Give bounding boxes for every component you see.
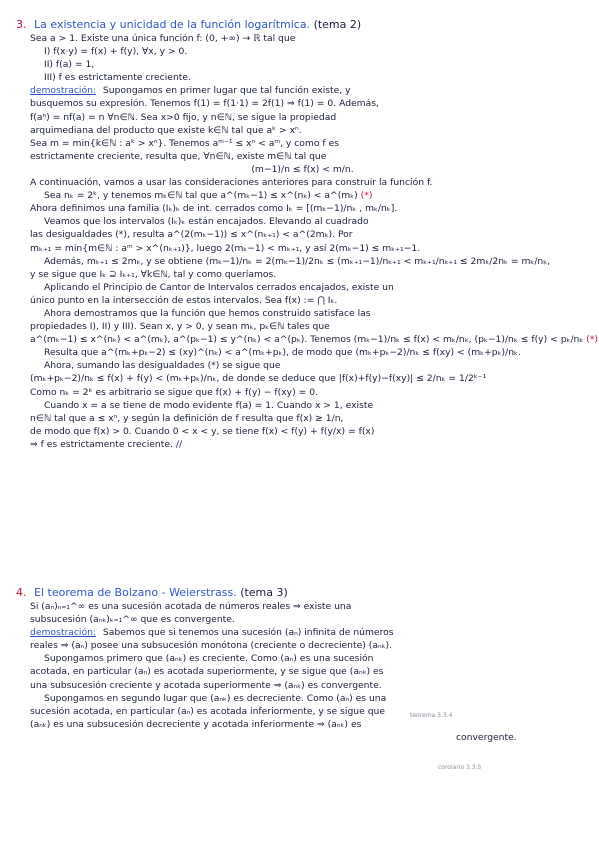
demo-first: Sabemos que si tenemos una sucesión (aₙ) infinita de números	[102, 627, 394, 639]
property-1: I) f(x·y) = f(x) + f(y), ∀x, y > 0.	[44, 46, 188, 58]
proof-line: Sea m = min{k∈ℕ : aᵏ > xⁿ}. Tenemos aᵐ⁻¹ ≤ xⁿ < aᵐ, y como f es	[30, 137, 340, 149]
proof-line: (aₙₖ) es una subsucesión decreciente y acotada inferiormente ⇒ (aₙₖ) es	[30, 718, 362, 730]
section-4-number: 4.	[16, 586, 27, 599]
section-4	[16, 586, 589, 744]
proof-line: Ahora, sumando las desigualdades (*) se sigue que	[44, 360, 281, 372]
proof-line: (mₖ+pₖ−2)/nₖ ≤ f(x) + f(y) < (mₖ+pₖ)/nₖ, de donde se deduce que |f(x)+f(y)−f(xy)| ≤ 2/nₖ = 1/2ᵏ⁻¹	[30, 373, 487, 385]
proof-line: arquimediana del producto que existe k∈ℕ tal que aᵏ > xⁿ.	[30, 124, 302, 136]
margin-note: teorema 3.3.4	[410, 712, 453, 719]
proof-line: y se sigue que Iₖ ⊇ Iₖ₊₁, ∀k∈ℕ, tal y como queríamos.	[30, 268, 277, 280]
section-4-title: El teorema de Bolzano - Weierstrass.	[34, 586, 237, 599]
proof-line: las desigualdades (*), resulta a^(2(mₖ−1)) ≤ x^(nₖ₊₁) < a^(2mₖ). Por	[30, 229, 353, 241]
proof-line: Aplicando el Principio de Cantor de Intervalos cerrados encajados, existe un	[44, 281, 394, 293]
property-3: III) f es estrictamente creciente.	[44, 72, 191, 84]
proof-line: Resulta que a^(mₖ+pₖ−2) ≤ (xy)^(nₖ) < a^(mₖ+pₖ), de modo que (mₖ+pₖ−2)/nₖ ≤ f(xy) < (mₖ+pₖ)/nₖ.	[44, 347, 521, 359]
section-3	[16, 18, 598, 451]
star-mark: (*)	[586, 334, 598, 346]
demo-line	[16, 84, 589, 97]
statement-line: Si (aₙ)ₙ₌₁^∞ es una sucesión acotada de números reales ⇒ existe una	[30, 601, 352, 612]
proof-line: acotada, en particular (aₙ) es acotada superiormente, y se sigue que (aₙₖ) es	[30, 666, 384, 678]
proof-line: Ahora definimos una familia (Iₖ)ₖ de int. cerrados como Iₖ = [(mₖ−1)/nₖ , mₖ/nₖ].	[30, 203, 398, 215]
section-4-heading	[16, 586, 589, 600]
proof-line: f(aⁿ) = nf(a) = n ∀n∈ℕ. Sea x>0 fijo, y n∈ℕ, se sigue la propiedad	[30, 111, 337, 123]
proof-text: Sea nₖ = 2ᵏ, y tenemos mₖ∈ℕ tal que a^(mₖ−1) ≤ x^(nₖ) < a^(mₖ)	[44, 190, 358, 202]
proof-line: Además, mₖ₊₁ ≤ 2mₖ, y se obtiene (mₖ−1)/nₖ = 2(mₖ−1)/2nₖ ≤ (mₖ₊₁−1)/nₖ₊₁ < mₖ₊₁/nₖ₊₁ ≤ 2mₖ/2nₖ = mₖ/nₖ,	[44, 255, 551, 267]
proof-line: convergente.	[456, 731, 517, 743]
proof-line: Cuando x = a se tiene de modo evidente f(a) = 1. Cuando x > 1, existe	[44, 399, 374, 411]
proof-line	[16, 333, 598, 346]
proof-line: Como nₖ = 2ᵏ es arbitrario se sigue que f(x) + f(y) − f(xy) = 0.	[30, 386, 319, 398]
section-3-heading	[16, 18, 589, 32]
star-mark: (*)	[360, 190, 373, 202]
proof-line: ⇒ f es estrictamente creciente. //	[30, 438, 183, 450]
section-3-number: 3.	[16, 18, 27, 31]
proof-line: Ahora demostramos que la función que hemos construido satisface las	[44, 307, 371, 319]
proof-line: Supongamos en segundo lugar que (aₙₖ) es decreciente. Como (aₙ) es una	[44, 692, 387, 704]
property-2: II) f(a) = 1,	[44, 59, 95, 71]
demo-label: demostración:	[30, 85, 96, 97]
proof-line: sucesión acotada, en particular (aₙ) es acotada inferiormente, y se sigue que	[30, 705, 385, 717]
proof-text: a^(mₖ−1) ≤ x^(nₖ) < a^(mₖ), a^(pₖ−1) ≤ y^(nₖ) < a^(pₖ). Tenemos (mₖ−1)/nₖ ≤ f(x) < mₖ/nₖ, (pₖ−1)/nₖ ≤ f(y) < pₖ/nₖ	[30, 334, 584, 346]
section-3-title: La existencia y unicidad de la función logarítmica.	[34, 18, 311, 31]
proof-line: Veamos que los intervalos (Iₖ)ₖ están encajados. Elevando al cuadrado	[44, 216, 369, 228]
proof-line: una subsucesión creciente y acotada superiormente ⇒ (aₙₖ) es convergente.	[30, 679, 382, 691]
proof-line: busquemos su expresión. Tenemos f(1) = f(1·1) = 2f(1) ⇒ f(1) = 0. Además,	[30, 98, 379, 110]
proof-line: único punto en la intersección de estos intervalos. Sea f(x) := ⋂ Iₖ.	[30, 294, 338, 306]
proof-line	[16, 189, 589, 202]
proof-line: mₖ₊₁ = min{m∈ℕ : aᵐ > x^(nₖ₊₁)}, luego 2(mₖ−1) < mₖ₊₁, y así 2(mₖ−1) ≤ mₖ₊₁−1.	[30, 242, 421, 254]
proof-line: estrictamente creciente, resulta que, ∀n∈ℕ, existe m∈ℕ tal que	[30, 150, 327, 162]
proof-line: reales ⇒ (aₙ) posee una subsucesión monótona (creciente o decreciente) (aₙₖ).	[30, 640, 393, 652]
section-3-ref: (tema 2)	[313, 18, 362, 31]
proof-line: A continuación, vamos a usar las consideraciones anteriores para construir la función f.	[30, 177, 433, 189]
proof-line: Supongamos primero que (aₙₖ) es creciente. Como (aₙ) es una sucesión	[44, 653, 374, 665]
section-4-ref: (tema 3)	[240, 586, 288, 599]
inequality-line: (m−1)/n ≤ f(x) < m/n.	[251, 163, 354, 175]
statement-line: Sea a > 1. Existe una única función f: (0, +∞) → ℝ tal que	[30, 33, 296, 44]
statement-line: subsucesión (aₙₖ)ₖ₌₁^∞ que es convergente.	[30, 614, 235, 626]
proof-line: de modo que f(x) > 0. Cuando 0 < x < y, se tiene f(x) < f(y) + f(y/x) = f(x)	[30, 425, 375, 437]
demo-label: demostración:	[30, 627, 96, 639]
margin-note: corolario 3.3.5	[438, 764, 482, 771]
demo-line	[16, 626, 589, 639]
demo-first: Supongamos en primer lugar que tal función existe, y	[102, 85, 351, 97]
proof-line: propiedades I), II) y III). Sean x, y > 0, y sean mₖ, pₖ∈ℕ tales que	[30, 321, 330, 333]
proof-line: n∈ℕ tal que a ≤ xⁿ, y según la definición de f resulta que f(x) ≥ 1/n,	[30, 412, 344, 424]
